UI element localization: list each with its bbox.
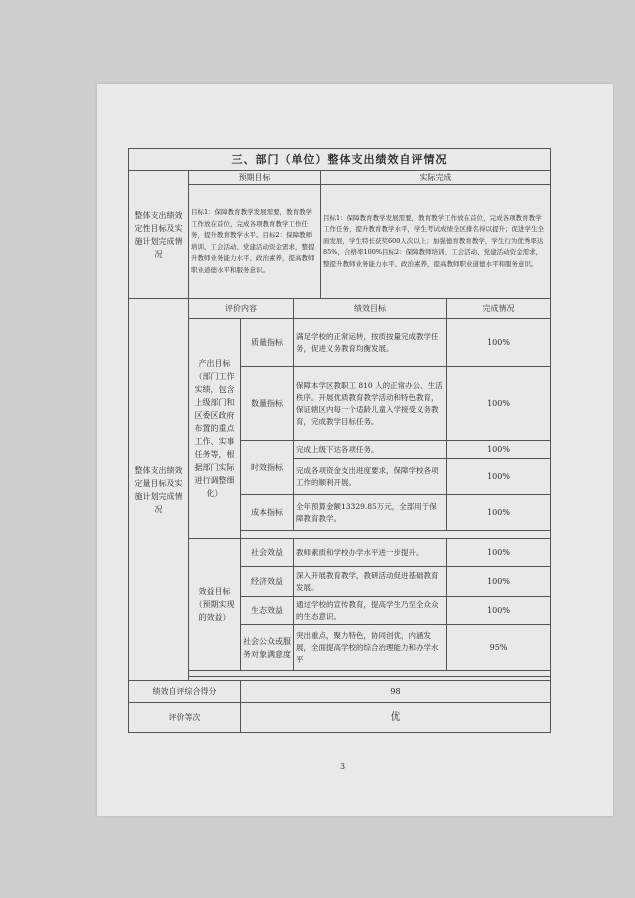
cost-indicator-target: 全年预算金额13329.85万元，全部用于保障教育教学。 bbox=[294, 495, 447, 531]
economic-benefit-name: 经济效益 bbox=[241, 567, 294, 597]
grade-label: 评价等次 bbox=[129, 703, 241, 733]
social-benefit-target: 教师素质和学校办学水平进一步提升。 bbox=[294, 539, 447, 567]
grade-value: 优 bbox=[241, 703, 551, 733]
quality-indicator-target: 满足学校的正常运转，按质按量完成教学任务，促进义务教育均衡发展。 bbox=[294, 319, 447, 367]
timeliness-status-2: 100% bbox=[447, 459, 551, 495]
actual-completion-header: 实际完成 bbox=[321, 171, 551, 185]
benefit-goal-label: 效益目标（预期实现的效益） bbox=[189, 539, 241, 671]
timeliness-target-1: 完成上级下达各项任务。 bbox=[294, 441, 447, 459]
quantity-indicator-target: 保障本学区教职工 810 人的正常办公、生活秩序。开展优质教育教学活动和特色教育，保证辖区内每一个适龄儿童入学接受义务教育，完成教学目标任务。 bbox=[294, 367, 447, 441]
qualitative-label: 整体支出绩效定性目标及实施计划完成情况 bbox=[129, 171, 189, 299]
quality-indicator-status: 100% bbox=[447, 319, 551, 367]
page-number: 3 bbox=[340, 762, 346, 771]
quantity-indicator-status: 100% bbox=[447, 367, 551, 441]
section-title: 三、部门（单位）整体支出绩效自评情况 bbox=[129, 149, 551, 171]
economic-benefit-status: 100% bbox=[447, 567, 551, 597]
eval-content-header: 评价内容 bbox=[189, 299, 294, 319]
expected-goal-text: 目标1：保障教育教学发展需要，教育教学工作放在首位，完成各项教育教学工作任务，提升教育教学水平。目标2：保障教师培训、工会活动、党建活动资金需求，整提升教师业务能力水平、政治素养，提高教师职业道德水平和服务意识。 bbox=[189, 185, 321, 299]
economic-benefit-target: 深入开展教育教学，教研活动促进基础教育发展。 bbox=[294, 567, 447, 597]
ecological-benefit-name: 生态效益 bbox=[241, 597, 294, 625]
satisfaction-indicator-target: 突出重点，聚力特色，协同创优，内涵发展，全面提高学校的综合治理能力和办学水平 bbox=[294, 625, 447, 671]
quantitative-label: 整体支出绩效定量目标及实施计划完成情况 bbox=[129, 299, 189, 681]
actual-completion-text: 目标1：保障教育教学发展需要，教育教学工作放在首位，完成各项教育教学工作任务，提升教育教学水平，学生考试成绩全区排名得以提升；促进学生全面发展，学生特长获奖600人次以上；加强德育教育教学，学生行为优秀率达85%，合格率100%目标2：保障教师培训、工会活动、党建活动资金需求，整提升教师业务能力水平、政治素养，提高教师职业道德水平和服务意识。 bbox=[321, 185, 551, 299]
social-benefit-name: 社会效益 bbox=[241, 539, 294, 567]
cost-indicator-name: 成本指标 bbox=[241, 495, 294, 531]
spacer-cell bbox=[241, 531, 551, 539]
quality-indicator-name: 质量指标 bbox=[241, 319, 294, 367]
completion-status-header: 完成情况 bbox=[447, 299, 551, 319]
score-label: 绩效自评综合得分 bbox=[129, 681, 241, 703]
timeliness-status-1: 100% bbox=[447, 441, 551, 459]
satisfaction-indicator-name: 社会公众或服务对象满意度 bbox=[241, 625, 294, 671]
expected-goal-header: 预期目标 bbox=[189, 171, 321, 185]
satisfaction-indicator-status: 95% bbox=[447, 625, 551, 671]
social-benefit-status: 100% bbox=[447, 539, 551, 567]
ecological-benefit-target: 通过学校的宣传教育，提高学生乃至全众众的生态意识。 bbox=[294, 597, 447, 625]
performance-table bbox=[128, 148, 551, 733]
timeliness-indicator-name: 时效指标 bbox=[241, 441, 294, 495]
cost-indicator-status: 100% bbox=[447, 495, 551, 531]
ecological-benefit-status: 100% bbox=[447, 597, 551, 625]
quantity-indicator-name: 数量指标 bbox=[241, 367, 294, 441]
output-goal-label: 产出目标（部门工作实绩，包含上级部门和区委区政府布置的重点工作、实事任务等，根据部门实际进行调整细化） bbox=[189, 319, 241, 539]
score-value: 98 bbox=[241, 681, 551, 703]
timeliness-target-2: 完成各项资金支出进度要求，保障学校各项工作的顺利开展。 bbox=[294, 459, 447, 495]
performance-target-header: 绩效目标 bbox=[294, 299, 447, 319]
